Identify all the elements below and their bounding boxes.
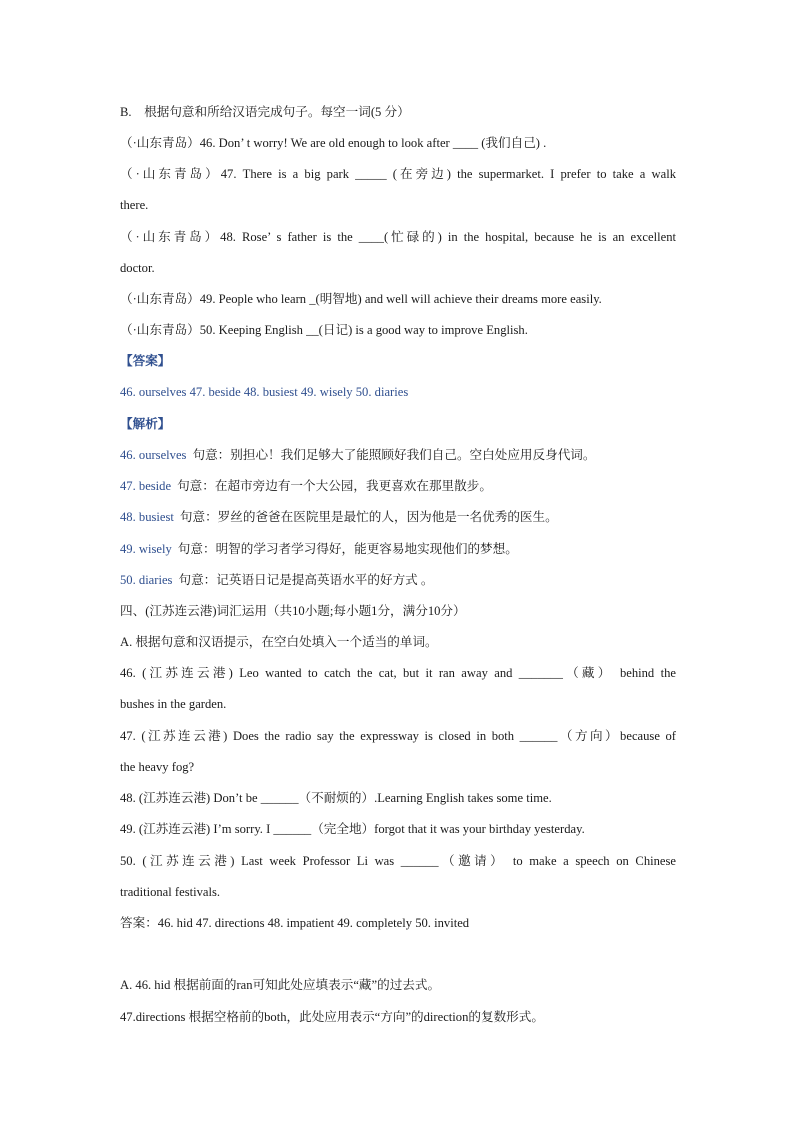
analysis-key: 47. beside: [120, 479, 172, 493]
analysis-text: 句意：记英语日记是提高英语水平的好方式 。: [178, 573, 434, 587]
section-b-heading: B. 根据句意和所给汉语完成句子。每空一词(5 分）: [120, 105, 410, 119]
question-46-line2: bushes in the garden.: [120, 697, 227, 711]
answer-label: 【答案】: [120, 354, 171, 368]
analysis-key: 49. wisely: [120, 542, 172, 556]
analysis-key: 50. diaries: [120, 573, 173, 587]
analysis-text: 句意：别担心！我们足够大了能照顾好我们自己。空白处应用反身代词。: [192, 448, 596, 462]
analysis-item-47: [120, 478, 492, 494]
question-b46: （·山东青岛）46. Don’ t worry! We are old enough to look after ____ (我们自己) .: [120, 136, 547, 150]
analysis-item-50: [120, 572, 434, 588]
note-47: 47.directions 根据空格前的both，此处应用表示“方向”的direction的复数形式。: [120, 1010, 544, 1024]
answer-list: 46. ourselves 47. beside 48. busiest 49. wisely 50. diaries: [120, 385, 409, 399]
question-b47-line1: （·山东青岛）47. There is a big park _____ (在旁边) the supermarket. I prefer to take a walk: [120, 167, 676, 181]
analysis-label: 【解析】: [120, 417, 171, 431]
analysis-item-46: [120, 447, 595, 463]
question-46-line1: 46. (江苏连云港) Leo wanted to catch the cat, but it ran away and _______（藏） behind the: [120, 666, 676, 680]
question-50-line1: 50. (江苏连云港) Last week Professor Li was ______（邀请） to make a speech on Chinese: [120, 854, 676, 868]
answers-section-4: 答案：46. hid 47. directions 48. impatient 49. completely 50. invited: [120, 916, 470, 930]
question-47-line1: 47. (江苏连云港) Does the radio say the expressway is closed in both ______（方向）because of: [120, 729, 676, 743]
question-b50: （·山东青岛）50. Keeping English __(日记) is a good way to improve English.: [120, 323, 528, 337]
analysis-text: 句意：罗丝的爸爸在医院里是最忙的人，因为他是一名优秀的医生。: [179, 510, 558, 524]
question-b48-line1: （·山东青岛）48. Rose’ s father is the ____(忙碌的) in the hospital, because he is an excellent: [120, 230, 676, 244]
analysis-item-48: [120, 509, 558, 525]
question-49: 49. (江苏连云港) I’m sorry. I ______（完全地）forgot that it was your birthday yesterday.: [120, 822, 585, 836]
section-4-heading: 四、(江苏连云港)词汇运用（共10小题;每小题1分，满分10分）: [120, 604, 466, 618]
question-b47-line2: there.: [120, 198, 149, 212]
analysis-item-49: [120, 541, 518, 557]
analysis-text: 句意：明智的学习者学习得好，能更容易地实现他们的梦想。: [177, 542, 518, 556]
analysis-text: 句意：在超市旁边有一个大公园，我更喜欢在那里散步。: [177, 479, 492, 493]
question-48: 48. (江苏连云港) Don’t be ______（不耐烦的）.Learning English takes some time.: [120, 791, 552, 805]
question-b49: （·山东青岛）49. People who learn _(明智地) and well will achieve their dreams more easily.: [120, 292, 602, 306]
question-50-line2: traditional festivals.: [120, 885, 221, 899]
section-4-subheading: A. 根据句意和汉语提示，在空白处填入一个适当的单词。: [120, 635, 438, 649]
analysis-key: 48. busiest: [120, 510, 174, 524]
question-47-line2: the heavy fog?: [120, 760, 195, 774]
analysis-key: 46. ourselves: [120, 448, 187, 462]
question-b48-line2: doctor.: [120, 261, 155, 275]
note-46: A. 46. hid 根据前面的ran可知此处应填表示“藏”的过去式。: [120, 978, 441, 992]
